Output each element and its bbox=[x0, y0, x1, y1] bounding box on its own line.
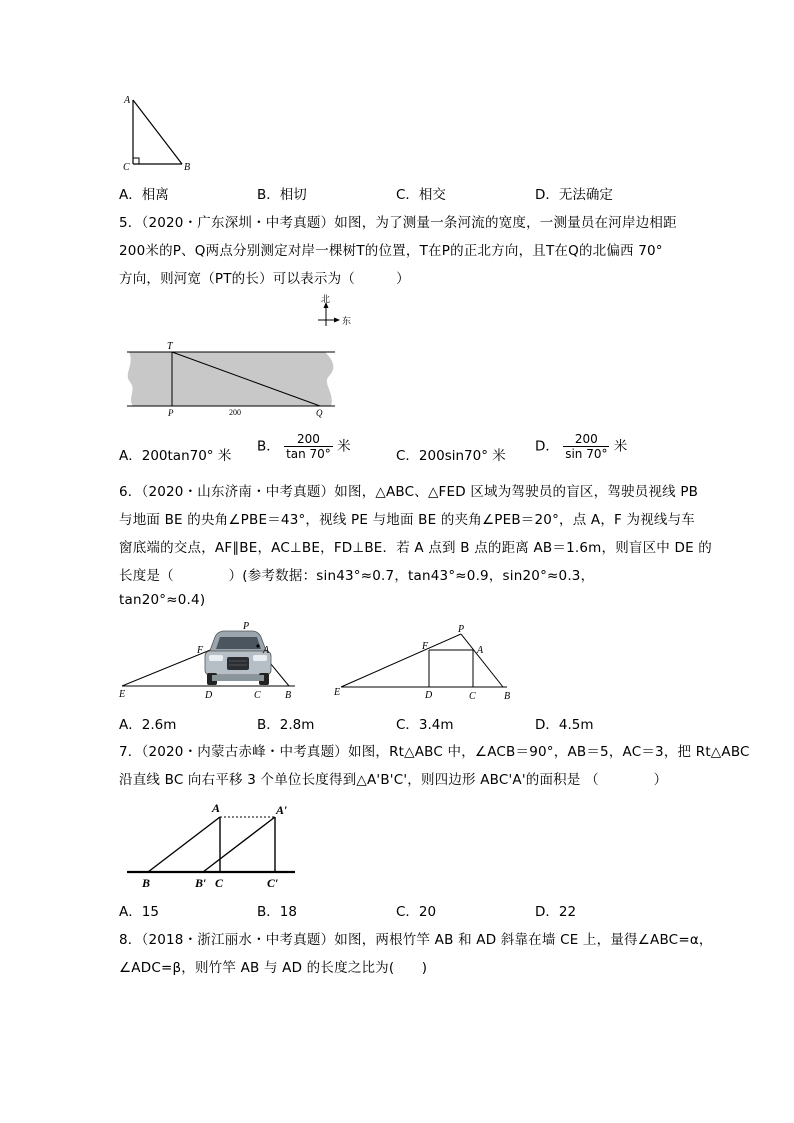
q6-line-5: tan20°≈0.4) bbox=[119, 592, 206, 608]
q4-option-a: A．相离 bbox=[119, 187, 169, 203]
q7-line-1: 7．（2020・内蒙古赤峰・中考真题）如图，Rt△ABC 中，∠ACB＝90°，AB＝5，AC＝3，把 Rt△ABC bbox=[119, 744, 750, 760]
q4-label-c: C bbox=[123, 162, 130, 173]
q6-line-4: 长度是（ ）(参考数据：sin43°≈0.7，tan43°≈0.9，sin20°≈0.3， bbox=[119, 568, 595, 584]
q5-line-2: 200米的P、Q两点分别测定对岸一棵树T的位置，T在P的正北方向，且T在Q的北偏西 70° bbox=[119, 243, 663, 259]
q5-option-d-denominator: sin 70° bbox=[565, 447, 608, 461]
q7-label-c-prime: C′ bbox=[267, 876, 279, 890]
q4-triangle-figure bbox=[118, 90, 208, 175]
car-icon bbox=[205, 631, 271, 685]
q6-option-b: B．2.8m bbox=[257, 717, 315, 733]
q5-option-d-prefix: D． bbox=[535, 438, 559, 455]
q5-label-q: Q bbox=[316, 408, 323, 418]
q4-option-c: C．相交 bbox=[396, 187, 446, 203]
q4-label-a: A bbox=[124, 95, 131, 106]
q5-option-b-suffix: 米 bbox=[337, 438, 351, 455]
q5-line-3: 方向，则河宽（PT的长）可以表示为（ ） bbox=[119, 271, 410, 287]
q5-option-d-suffix: 米 bbox=[613, 438, 628, 455]
q4-option-b: B．相切 bbox=[257, 187, 307, 203]
compass-icon bbox=[310, 293, 360, 329]
q7-label-b: B bbox=[142, 876, 151, 890]
q7-label-c: C bbox=[215, 876, 224, 890]
q5-option-d-fraction bbox=[563, 432, 609, 461]
q6-car-label-d: D bbox=[205, 690, 213, 701]
q5-option-b-prefix: B． bbox=[257, 438, 280, 455]
q6-geo-label-d: D bbox=[425, 690, 433, 701]
q6-car-label-e: E bbox=[119, 689, 126, 700]
q7-label-a: A bbox=[212, 801, 221, 815]
q5-label-p: P bbox=[168, 408, 174, 418]
q8-line-1: 8．（2018・浙江丽水・中考真题）如图，两根竹竿 AB 和 AD 斜靠在墙 CE 上，量得∠ABC=α， bbox=[119, 932, 713, 948]
q6-car-label-p: P bbox=[243, 621, 250, 632]
q6-option-d: D．4.5m bbox=[535, 717, 594, 733]
q6-geo-label-p: P bbox=[458, 624, 465, 635]
q7-line-2: 沿直线 BC 向右平移 3 个单位长度得到△A'B'C'，则四边形 ABC'A'的面积是 （ ） bbox=[119, 772, 668, 788]
q6-line-2: 与地面 BE 的央角∠PBE＝43°，视线 PE 与地面 BE 的夹角∠PEB＝20°，点 A，F 为视线与车 bbox=[119, 512, 696, 528]
q8-line-2: ∠ADC=β，则竹竿 AB 与 AD 的长度之比为( ) bbox=[119, 960, 428, 976]
q6-line-3: 窗底端的交点，AF∥BE，AC⊥BE，FD⊥BE．若 A 点到 B 点的距离 AB＝1.6m，则盲区中 DE 的 bbox=[119, 540, 713, 556]
q5-option-b-numerator: 200 bbox=[284, 432, 333, 447]
q5-option-b-denominator: tan 70° bbox=[286, 447, 331, 461]
q6-option-a: A．2.6m bbox=[119, 717, 177, 733]
q7-translation-figure bbox=[125, 800, 300, 892]
q5-option-b bbox=[257, 432, 351, 461]
q5-option-a: A．200tan70° 米 bbox=[119, 448, 232, 464]
q7-label-b-prime: B′ bbox=[195, 876, 207, 890]
q7-option-a: A．15 bbox=[119, 904, 159, 920]
q5-river-figure bbox=[125, 338, 340, 418]
q5-option-d bbox=[535, 432, 627, 461]
q6-car-label-a: A bbox=[263, 645, 270, 656]
q7-option-b: B．18 bbox=[257, 904, 297, 920]
q4-label-b: B bbox=[184, 162, 191, 173]
q6-car-label-f: F bbox=[197, 645, 204, 656]
q6-option-c: C．3.4m bbox=[396, 717, 454, 733]
q6-car-label-c: C bbox=[254, 690, 261, 701]
q7-label-a-prime: A′ bbox=[276, 803, 288, 817]
q5-line-1: 5．（2020・广东深圳・中考真题）如图，为了测量一条河流的宽度，一测量员在河岸边相距 bbox=[119, 215, 677, 231]
q6-car-figure bbox=[117, 617, 302, 703]
q5-label-distance: 200 bbox=[229, 408, 241, 417]
q6-car-label-b: B bbox=[285, 690, 292, 701]
q6-geo-label-b: B bbox=[504, 691, 511, 702]
q6-geo-label-c: C bbox=[469, 691, 476, 702]
q5-label-t: T bbox=[167, 341, 173, 352]
q5-option-b-fraction bbox=[284, 432, 333, 461]
q6-geo-label-e: E bbox=[334, 687, 341, 698]
q4-option-d: D．无法确定 bbox=[535, 187, 613, 203]
compass-north: 北 bbox=[321, 294, 331, 304]
q7-option-c: C．20 bbox=[396, 904, 437, 920]
compass-east: 东 bbox=[342, 316, 352, 326]
q5-option-d-numerator: 200 bbox=[563, 432, 609, 447]
q6-line-1: 6．（2020・山东济南・中考真题）如图，△ABC、△FED 区域为驾驶员的盲区，驾驶员视线 PB bbox=[119, 484, 699, 500]
q6-geometry-figure bbox=[333, 622, 518, 704]
q5-option-c: C．200sin70° 米 bbox=[396, 448, 506, 464]
q6-geo-label-f: F bbox=[422, 641, 429, 652]
q7-option-d: D．22 bbox=[535, 904, 577, 920]
q6-geo-label-a: A bbox=[477, 645, 484, 656]
